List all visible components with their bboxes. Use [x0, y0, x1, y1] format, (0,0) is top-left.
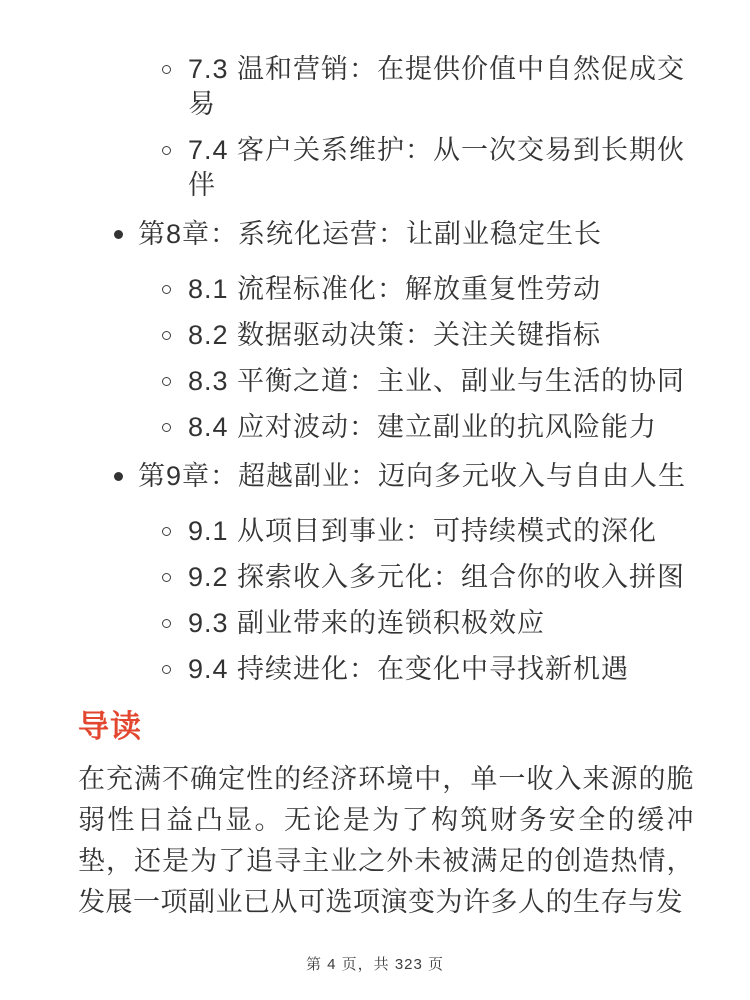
- toc-item-label: 7.4 客户关系维护：从一次交易到长期伙伴: [188, 135, 686, 200]
- toc-item-label: 9.3 副业带来的连锁积极效应: [188, 608, 546, 638]
- toc-item-8-1: [78, 272, 694, 307]
- toc-item-8-2: [78, 318, 694, 353]
- open-circle-bullet-icon: [162, 423, 171, 432]
- chapter-9-sub-list: [78, 514, 694, 687]
- open-circle-bullet-icon: [162, 527, 171, 536]
- toc-item-9-4: [78, 652, 694, 687]
- toc-item-9-1: [78, 514, 694, 549]
- section-heading: 导读: [78, 709, 142, 744]
- toc-item-7-4: [78, 133, 694, 203]
- toc-item-label: 8.1 流程标准化：解放重复性劳动: [188, 274, 602, 304]
- toc-item-label: 8.4 应对波动：建立副业的抗风险能力: [188, 412, 658, 442]
- toc-item-label: 8.2 数据驱动决策：关注关键指标: [188, 320, 602, 350]
- open-circle-bullet-icon: [162, 377, 171, 386]
- intro-paragraph: 在充满不确定性的经济环境中，单一收入来源的脆弱性日益凸显。无论是为了构筑财务安全的缓冲垫，还是为了追寻主业之外未被满足的创造热情，发展一项副业已从可选项演变为许多人的生存与发: [78, 764, 694, 917]
- toc-chapter-9: [78, 459, 694, 494]
- toc-chapter-8: [78, 217, 694, 252]
- toc-item-label: 9.1 从项目到事业：可持续模式的深化: [188, 516, 658, 546]
- filled-bullet-icon: [114, 230, 123, 239]
- open-circle-bullet-icon: [162, 573, 171, 582]
- toc-item-8-3: [78, 364, 694, 399]
- open-circle-bullet-icon: [162, 285, 171, 294]
- toc-item-8-4: [78, 410, 694, 445]
- open-circle-bullet-icon: [162, 65, 171, 74]
- open-circle-bullet-icon: [162, 146, 171, 155]
- chapter-title: 第8章：系统化运营：让副业稳定生长: [138, 219, 603, 249]
- toc-item-7-3: [78, 52, 694, 122]
- chapter-8-sub-list: [78, 272, 694, 445]
- toc-item-9-2: [78, 560, 694, 595]
- chapter-7-sub-list: [78, 52, 694, 203]
- toc-item-label: 7.3 温和营销：在提供价值中自然促成交易: [188, 54, 686, 119]
- open-circle-bullet-icon: [162, 619, 171, 628]
- chapter-title: 第9章：超越副业：迈向多元收入与自由人生: [138, 461, 687, 491]
- table-of-contents: [78, 52, 694, 687]
- open-circle-bullet-icon: [162, 331, 171, 340]
- open-circle-bullet-icon: [162, 665, 171, 674]
- filled-bullet-icon: [114, 472, 123, 481]
- toc-item-label: 9.2 探索收入多元化：组合你的收入拼图: [188, 562, 686, 592]
- toc-item-label: 9.4 持续进化：在变化中寻找新机遇: [188, 654, 630, 684]
- page-number-indicator: 第 4 页，共 323 页: [305, 956, 445, 973]
- toc-item-9-3: [78, 606, 694, 641]
- toc-item-label: 8.3 平衡之道：主业、副业与生活的协同: [188, 366, 686, 396]
